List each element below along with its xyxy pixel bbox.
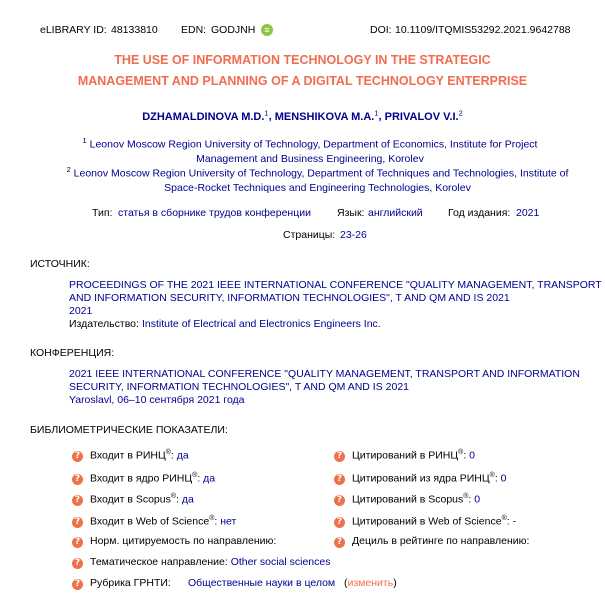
conference-title-line1[interactable]: 2021 IEEE INTERNATIONAL CONFERENCE "QUALITY MANAGEMENT, TRANSPORT AND INFORMATION [69, 368, 580, 380]
help-icon[interactable]: ? [72, 558, 83, 569]
affiliation-1: $^1$ Leonov Moscow Region University of Technology, Department of Economics, Institute for Project Management and Business Engineering, Korolev [82, 136, 538, 165]
affiliation-2: $^2$ Leonov Moscow Region University of Technology, Department of Techniques and Technologies, Institute of Space-Rocket Techniques and Engineering Technologies, Korolev [66, 165, 569, 194]
help-icon[interactable]: ? [334, 451, 345, 462]
pages-label: Страницы: [283, 229, 336, 241]
edn-value: GODJNH [211, 24, 256, 36]
metric-rinc-citations: Цитирований в РИНЦ®: 0 [352, 449, 475, 462]
publisher-value[interactable]: Institute of Electrical and Electronics Engineers Inc. [142, 318, 381, 330]
bibliometric-heading: БИБЛИОМЕТРИЧЕСКИЕ ПОКАЗАТЕЛИ: [30, 424, 228, 436]
help-icon[interactable]: ? [72, 474, 83, 485]
year-value: 2021 [516, 207, 540, 219]
article-title-line2: MANAGEMENT AND PLANNING OF A DIGITAL TECHNOLOGY ENTERPRISE [77, 74, 528, 88]
thematic-direction: Тематическое направление: Other social sciences [90, 556, 331, 568]
help-icon[interactable]: ? [72, 517, 83, 528]
authors-line: DZHAMALDINOVA M.D.$^1$, MENSHIKOVA M.A.$^1$, PRIVALOV V.I.$^2$ [142, 108, 463, 123]
metric-scopus: Входит в Scopus®: да [90, 493, 194, 506]
grnti-value[interactable]: Общественные науки в целом [188, 577, 336, 589]
edn-label: EDN: [181, 24, 207, 36]
metric-rinc: Входит в РИНЦ®: да [90, 449, 189, 462]
metric-rinc-core: Входит в ядро РИНЦ®: да [90, 472, 216, 485]
source-year: 2021 [69, 305, 93, 317]
help-icon[interactable]: ? [334, 537, 345, 548]
help-icon[interactable]: ? [72, 495, 83, 506]
help-icon[interactable]: ? [72, 537, 83, 548]
publisher-label: Издательство: [69, 318, 139, 330]
author-link[interactable]: MENSHIKOVA M.A.$^1$ [274, 108, 379, 123]
help-icon[interactable]: ? [334, 517, 345, 528]
conference-heading: КОНФЕРЕНЦИЯ: [30, 347, 115, 359]
metric-decile: Дециль в рейтинге по направлению: [352, 535, 530, 547]
metric-norm-citation: Норм. цитируемость по направлению: [90, 535, 277, 547]
help-icon[interactable]: ? [334, 474, 345, 485]
type-label: Тип: [92, 207, 113, 219]
grnti-label: Рубрика ГРНТИ: [90, 577, 171, 589]
help-icon[interactable]: ? [334, 495, 345, 506]
metric-wos: Входит в Web of Science®: нет [90, 515, 237, 528]
elibrary-id-label: eLIBRARY ID: [40, 24, 107, 36]
language-value: английский [368, 207, 423, 219]
metric-scopus-citations: Цитирований в Scopus®: 0 [352, 493, 481, 506]
type-value: статья в сборнике трудов конференции [118, 207, 311, 219]
elibrary-id-value: 48133810 [111, 24, 158, 36]
metric-rinc-core-citations: Цитирований из ядра РИНЦ®: 0 [352, 472, 507, 485]
article-title-line1: THE USE OF INFORMATION TECHNOLOGY IN THE STRATEGIC [114, 53, 491, 67]
source-title-line1[interactable]: PROCEEDINGS OF THE 2021 IEEE INTERNATIONAL CONFERENCE "QUALITY MANAGEMENT, TRANSPORT [69, 279, 602, 291]
source-title-line2[interactable]: AND INFORMATION SECURITY, INFORMATION TECHNOLOGIES", T AND QM AND IS 2021 [69, 292, 510, 304]
pages-value: 23-26 [340, 229, 367, 241]
grnti-change-link[interactable]: (изменить) [344, 577, 397, 589]
source-heading: ИСТОЧНИК: [30, 258, 90, 270]
language-label: Язык: [337, 207, 365, 219]
doi-value: 10.1109/ITQMIS53292.2021.9642788 [395, 24, 571, 36]
help-icon[interactable]: ? [72, 451, 83, 462]
conference-title-line2[interactable]: SECURITY, INFORMATION TECHNOLOGIES", T AND QM AND IS 2021 [69, 381, 409, 393]
author-link[interactable]: DZHAMALDINOVA M.D.$^1$ [142, 108, 269, 123]
info-icon[interactable]: ≡ [261, 24, 273, 36]
conference-place-date: Yaroslavl, 06–10 сентября 2021 года [69, 394, 245, 406]
author-link[interactable]: PRIVALOV V.I.$^2$ [384, 108, 463, 123]
help-icon[interactable]: ? [72, 579, 83, 590]
metric-wos-citations: Цитирований в Web of Science®: - [352, 515, 517, 528]
year-label: Год издания: [448, 207, 511, 219]
doi-label: DOI: [370, 24, 392, 36]
